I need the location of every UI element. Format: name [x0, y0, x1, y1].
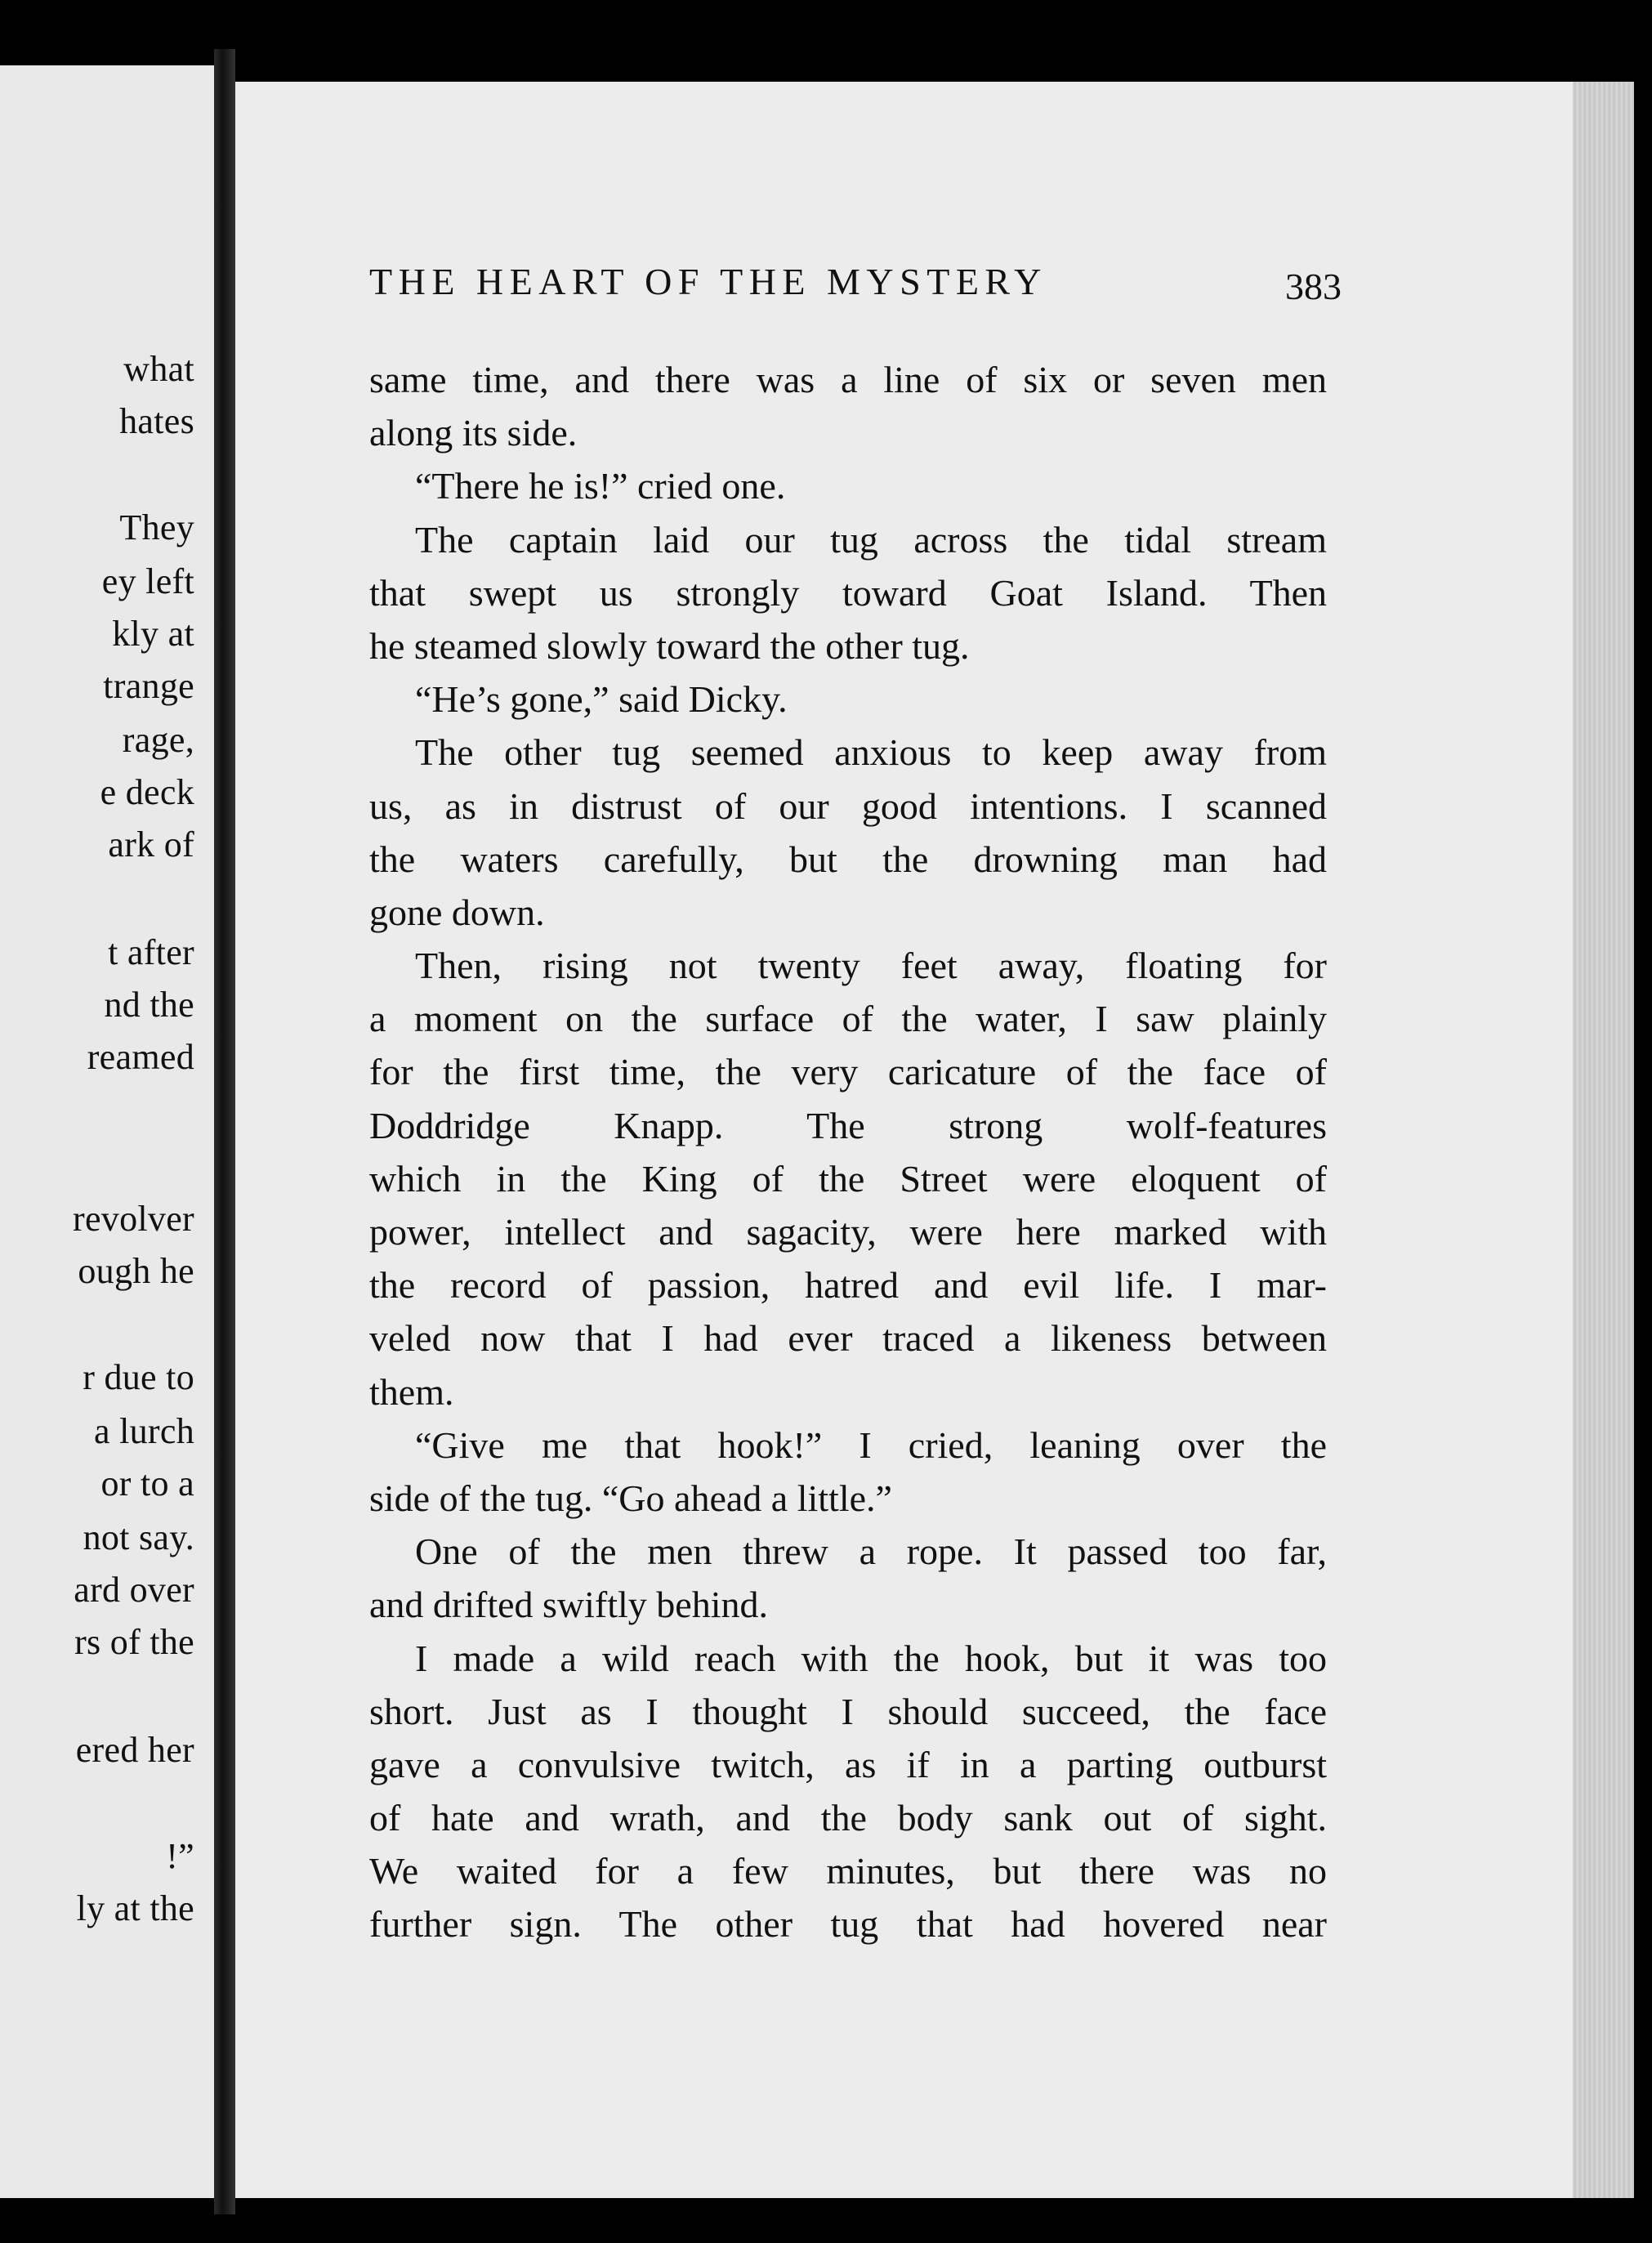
- body-text: [369, 353, 1327, 1951]
- left-page-line: !”: [166, 1836, 194, 1876]
- text-line: for the first time, the very caricature of the face of: [369, 1051, 1327, 1093]
- text-line: a moment on the surface of the water, I saw plainly: [369, 998, 1327, 1040]
- text-line: The other tug seemed anxious to keep away from: [415, 731, 1327, 774]
- left-page-line: ered her: [75, 1730, 194, 1770]
- text-line: same time, and there was a line of six or seven men: [369, 359, 1327, 400]
- text-line: power, intellect and sagacity, were here marked with: [369, 1211, 1327, 1253]
- text-line: which in the King of the Street were eloquent of: [369, 1157, 1327, 1200]
- left-page-line: a lurch: [93, 1411, 194, 1451]
- text-line: One of the men threw a rope. It passed too far,: [415, 1530, 1327, 1573]
- left-page-line: revolver: [73, 1199, 194, 1239]
- text-line: side of the tug. “Go ahead a little.”: [369, 1477, 892, 1519]
- left-page-line: rage,: [122, 720, 194, 760]
- left-page-line: what: [123, 349, 194, 389]
- left-page-line: or to a: [100, 1463, 194, 1504]
- left-page-line: ly at the: [76, 1888, 194, 1928]
- text-line: “He’s gone,” said Dicky.: [415, 678, 788, 721]
- left-page-line: ey left: [101, 561, 194, 601]
- left-page-line: not say.: [83, 1517, 194, 1557]
- left-page-line: r due to: [83, 1357, 194, 1397]
- text-line: them.: [369, 1370, 454, 1413]
- left-page-line: kly at: [112, 614, 194, 654]
- text-line: the waters carefully, but the drowning man had: [369, 838, 1327, 880]
- left-page-line: rs of the: [74, 1622, 194, 1662]
- left-page-line: nd the: [104, 985, 194, 1025]
- left-page-line: e deck: [100, 772, 194, 812]
- page-header: [369, 260, 1342, 309]
- facing-page-left: [0, 65, 214, 2198]
- text-line: gave a convulsive twitch, as if in a parting outburst: [369, 1743, 1327, 1785]
- left-page-line: ark of: [108, 824, 194, 865]
- left-page-line: ough he: [78, 1251, 194, 1291]
- running-head: THE HEART OF THE MYSTERY: [369, 261, 1047, 302]
- text-line: Then, rising not twenty feet away, floating for: [415, 945, 1327, 987]
- page-edge-stack: [1573, 82, 1634, 2198]
- text-line: “Give me that hook!” I cried, leaning over the: [415, 1423, 1327, 1466]
- text-line: Doddridge Knapp. The strong wolf-features: [369, 1104, 1327, 1146]
- left-page-line: t after: [108, 932, 194, 972]
- text-line: the record of passion, hatred and evil life. I mar-: [369, 1264, 1327, 1307]
- left-page-line: hates: [119, 401, 194, 441]
- text-line: that swept us strongly toward Goat Island. Then: [369, 571, 1327, 614]
- text-line: gone down.: [369, 891, 545, 933]
- text-line: short. Just as I thought I should succeed, the face: [369, 1690, 1327, 1732]
- text-line: I made a wild reach with the hook, but it was too: [415, 1637, 1327, 1679]
- text-line: us, as in distrust of our good intentions. I scanned: [369, 784, 1327, 827]
- text-line: and drifted swiftly behind.: [369, 1584, 769, 1626]
- text-line: along its side.: [369, 412, 578, 454]
- text-line: veled now that I had ever traced a likeness between: [369, 1317, 1327, 1360]
- left-page-line: ard over: [74, 1570, 194, 1610]
- text-line: further sign. The other tug that had hovered near: [369, 1903, 1327, 1946]
- text-line: The captain laid our tug across the tidal stream: [415, 518, 1327, 561]
- text-line: We waited for a few minutes, but there was no: [369, 1850, 1327, 1892]
- text-line: of hate and wrath, and the body sank out of sight.: [369, 1797, 1327, 1839]
- left-page-line: trange: [103, 666, 194, 706]
- page-number: 383: [1285, 266, 1342, 307]
- left-page-line: reamed: [87, 1037, 194, 1077]
- text-line: he steamed slowly toward the other tug.: [369, 624, 970, 667]
- text-line: “There he is!” cried one.: [415, 465, 786, 507]
- book-gutter: [214, 49, 235, 2214]
- left-page-line: They: [119, 507, 194, 547]
